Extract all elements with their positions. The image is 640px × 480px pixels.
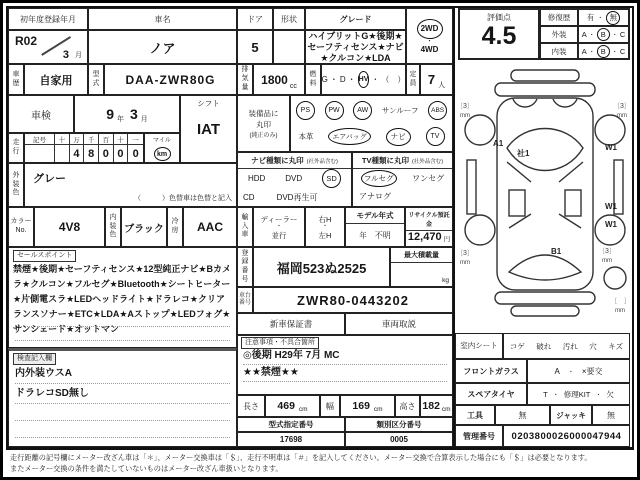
fuel-hv-circled: HV xyxy=(358,71,370,88)
svg-text:mm: mm xyxy=(602,258,612,264)
dotted-rule xyxy=(15,404,230,421)
mileage-col-header: 一 xyxy=(128,134,143,145)
ac-label: 冷房 xyxy=(167,207,183,247)
sales-points-box xyxy=(8,247,237,348)
tire-depth-rl: 〔3〕 xyxy=(456,250,474,257)
seat-item: コゲ xyxy=(509,341,525,351)
model-year-cell: モデル年式 年 不明 xyxy=(345,207,405,247)
repair-history-value: 有 ・ 無 xyxy=(578,8,630,26)
repair-no-circled: 無 xyxy=(606,11,620,25)
mileage-digit: 0 xyxy=(132,147,139,160)
capacity-label: 定員 xyxy=(406,64,420,95)
inspection-value: 9 年 3 月 xyxy=(74,95,180,133)
mileage-label: 走行 xyxy=(8,133,24,163)
model-code-label: 型式 xyxy=(88,64,104,95)
windshield-label: フロントガラス xyxy=(455,359,527,383)
interior-color-value: ブラック xyxy=(121,207,167,247)
exterior-grade-b-circled: B xyxy=(597,28,610,41)
recycle-yen: 円 xyxy=(443,236,451,243)
windshield-value: A ・ ×要交 xyxy=(527,359,630,383)
manual-cell: 車両取説 xyxy=(345,313,453,335)
disclaimer-line: 走行距離の記号欄にメーター改ざん車は「＊」、メーター交換車は「＄」、走行不明車は「＃」を記入してください。メーター交換で合算表示した場合にも「＄」は必要となります。 xyxy=(10,453,592,462)
payload-label: 最大積載量 xyxy=(391,248,452,263)
disclaimer-line: またメーター交換の条件を満たしていないものはメーター改ざん車扱いとなります。 xyxy=(10,464,283,473)
fuel-other: （ ） xyxy=(381,75,406,84)
damage-mark-w1-front: W1 xyxy=(605,143,617,152)
mileage-col-header: 万 xyxy=(70,134,85,145)
interior-grade-value: A ・ B ・ C xyxy=(578,43,630,60)
mileage-grid xyxy=(24,133,144,163)
dotted-rule xyxy=(15,326,230,327)
first-reg-month-unit: 月 xyxy=(75,52,82,59)
width-label: 幅 xyxy=(320,395,340,417)
tire-depth-rr: 〔3〕 xyxy=(598,248,616,255)
shift-value: IAT xyxy=(196,121,221,138)
first-reg-header: 初年度登録年月 xyxy=(8,8,88,30)
type-model-number-label: 型式指定番号 xyxy=(237,417,345,432)
sales-points-tag: セールスポイント xyxy=(13,250,76,262)
navi-type-label: ナビ種類に丸印 xyxy=(251,156,304,165)
exterior-grade-value: A ・ B ・ C xyxy=(578,26,630,43)
seat-item: キズ xyxy=(608,341,624,351)
car-name-header: 車名 xyxy=(88,8,237,30)
repair-history-label: 修復歴 xyxy=(540,8,578,26)
exterior-color-cell xyxy=(24,163,237,207)
navi-type-box: ナビ種類に丸印 (社外品含む) HDD DVD SD CD DVD再生可 xyxy=(237,152,352,207)
mileage-col-header: 十 xyxy=(55,134,70,145)
exterior-color-label: 外装色 xyxy=(8,163,24,207)
fuel-value: G ・ D ・ HV ・ （ ） xyxy=(321,64,406,95)
mileage-col-header: 百 xyxy=(99,134,114,145)
damage-mark-w1-rear: W1 xyxy=(605,220,617,229)
spare-tire xyxy=(604,267,626,289)
model-code-value: DAA-ZWR80G xyxy=(104,64,237,95)
repair-yes: 有 xyxy=(586,13,595,22)
notes-box xyxy=(237,335,453,395)
height-value: 182 cm xyxy=(420,395,453,417)
bottom-divider xyxy=(7,447,633,450)
tv-analog: アナログ xyxy=(359,192,391,202)
equip-navi-circled: ナビ xyxy=(386,128,411,146)
height-label: 高さ xyxy=(395,395,420,417)
navi-sd-circled: SD xyxy=(322,169,341,188)
width-value: 169 cm xyxy=(340,395,395,417)
spare-tire-value: T ・ 修理KIT ・ 欠 xyxy=(527,383,630,405)
mile-unit: マイル xyxy=(153,138,171,144)
evaluation-score: 4.5 xyxy=(481,22,517,50)
drive-type-cell xyxy=(406,8,453,64)
type-class-number-value: 0005 xyxy=(345,432,453,447)
equip-aw-circled: AW xyxy=(353,101,372,120)
seat-condition-label: 室内シート xyxy=(455,333,503,359)
model-year-label: モデル年式 xyxy=(346,208,404,224)
car-damage-diagram xyxy=(455,66,635,332)
color-no-value: 4V8 xyxy=(34,207,105,247)
color-no-label: カラーNo. xyxy=(8,207,34,247)
navi-dvd-play: DVD再生可 xyxy=(276,192,318,202)
damage-mark-sha1: 社1 xyxy=(517,149,530,158)
dotted-rule xyxy=(15,340,230,341)
evaluation-score-label: 評価点 xyxy=(487,13,511,22)
tire-depth-fl: 〔3〕 xyxy=(456,103,474,110)
mileage-digit xyxy=(25,145,55,162)
svg-text:mm: mm xyxy=(460,113,470,119)
equip-leather: 本革 xyxy=(298,132,314,142)
km-unit-circled: km xyxy=(154,147,171,161)
import-label: 輸入車 xyxy=(237,207,253,247)
displacement-value: 1800 cc xyxy=(253,64,305,95)
type-class-number-label: 類別区分番号 xyxy=(345,417,453,432)
interior-grade-label: 内装 xyxy=(540,43,578,60)
svg-text:mm: mm xyxy=(460,260,470,266)
tool-label: 工具 xyxy=(455,405,495,425)
svg-text:mm: mm xyxy=(617,113,627,119)
inspector-notes-tag: 検査記入欄 xyxy=(13,353,56,365)
dotted-rule xyxy=(243,382,447,395)
damage-mark-a1: A1 xyxy=(493,139,504,148)
main-vertical-divider xyxy=(453,8,455,447)
recycle-cell xyxy=(405,207,453,247)
length-label: 長さ xyxy=(237,395,265,417)
disclaimer xyxy=(10,452,634,474)
chassis-number: ZWR80-0443202 xyxy=(253,287,453,313)
shape-value xyxy=(273,30,305,64)
equip-pw-circled: PW xyxy=(325,101,344,120)
tool-value: 無 xyxy=(495,405,550,425)
windshield-replace: ×要交 xyxy=(581,366,603,376)
mileage-col-header: 十 xyxy=(114,134,129,145)
import-handle-cell: 右H ・ 左H xyxy=(305,207,345,247)
capacity-unit: 人 xyxy=(438,82,446,89)
equip-tv-circled: TV xyxy=(426,127,445,146)
equipment-items-cell xyxy=(290,95,453,152)
navi-hdd: HDD xyxy=(247,174,266,183)
management-number-value: 0203800026000047944 xyxy=(503,425,630,447)
car-outline xyxy=(465,70,626,316)
note-line: ★★禁煙★★ xyxy=(243,365,447,382)
use-label: 車歴 xyxy=(8,64,24,95)
tire-depth-fr: 〔3〕 xyxy=(613,103,631,110)
exterior-color-note: （ ）色替車は色替と記入 xyxy=(134,195,232,202)
mileage-digit: 8 xyxy=(84,145,99,162)
seat-item: 汚れ xyxy=(562,341,578,351)
jack-label: ジャッキ xyxy=(550,405,592,425)
navi-dvd: DVD xyxy=(285,174,303,183)
mileage-col-header: 記号 xyxy=(25,134,55,145)
seat-item: 穴 xyxy=(589,341,597,351)
tv-type-box: TV種類に丸印 (社外品含む) フルセグ ワンセグ アナログ xyxy=(352,152,453,207)
inspector-notes-box xyxy=(8,348,237,447)
seat-condition-items xyxy=(503,333,630,359)
mileage-unit-cell xyxy=(144,133,180,163)
mileage-digit: 0 xyxy=(99,145,114,162)
damage-mark-w1-side: W1 xyxy=(605,202,617,211)
import-parallel: 並行 xyxy=(271,230,287,240)
length-value: 469 cm xyxy=(265,395,320,417)
seat-item: 破れ xyxy=(536,341,552,351)
tv-type-label: TV種類に丸印 xyxy=(361,156,409,165)
registration-label: 登録番号 xyxy=(237,247,253,287)
equip-sunroof: サンルーフ xyxy=(381,105,419,115)
type-model-number-value: 17698 xyxy=(237,432,345,447)
fuel-gasoline: G xyxy=(321,75,328,84)
equipment-label-cell: 装備品に 丸印 (純正のみ) xyxy=(237,95,290,152)
dotted-rule xyxy=(15,438,230,447)
warranty-cell: 新車保証書 xyxy=(237,313,345,335)
displacement-unit: cc xyxy=(289,83,297,90)
notes-tag: 注意事項・不具合箇所 xyxy=(241,337,319,349)
capacity-value: 7 人 xyxy=(420,64,453,95)
svg-text:mm: mm xyxy=(615,308,625,314)
payload-unit: kg xyxy=(442,277,449,284)
equip-ps-circled: PS xyxy=(296,101,315,120)
jack-value: 無 xyxy=(592,405,630,425)
door-header: ドア xyxy=(237,8,273,30)
model-year-value: 不明 xyxy=(374,230,391,240)
payload-cell xyxy=(390,247,453,287)
import-left-handle: 左H xyxy=(318,230,332,240)
first-reg-value xyxy=(8,30,88,64)
recycle-amount: 12,470 xyxy=(407,231,442,243)
exterior-color-value: グレー xyxy=(33,173,66,185)
displacement-label: 排気量 xyxy=(237,64,253,95)
grade-header: グレード xyxy=(305,8,406,30)
equip-airbag-circled: エアバッグ xyxy=(328,128,370,145)
shift-label: シフト xyxy=(197,99,220,108)
sales-points-text: 禁煙★後期★セーフティセンス★12型純正ナビ★Bカメラ★クルコン★フルセグ★Bluetooth★シートヒーター★片側電スラ★LEDヘッドライト★ドラレコ★クリアランスソナー★ETC★LDA★Aストップ★LEDフォグ★サンシェード★オットマン xyxy=(13,264,231,334)
navi-cd: CD xyxy=(243,192,255,202)
drive-4wd: 4WD xyxy=(420,44,439,54)
mileage-digit xyxy=(55,145,70,162)
door-value: 5 xyxy=(237,30,273,64)
spare-tire-depth: 〔 〕 xyxy=(610,298,631,305)
mileage-digit: 0 xyxy=(114,145,129,162)
import-right-handle: 右H xyxy=(318,214,332,224)
import-dealer: ディーラー xyxy=(260,214,298,224)
first-reg-month: 3 xyxy=(62,49,69,61)
fuel-label: 燃料 xyxy=(305,64,321,95)
tv-fullseg-circled: フルセグ xyxy=(361,170,397,187)
shift-cell xyxy=(180,95,237,163)
registration-number: 福岡523ぬ2525 xyxy=(253,247,390,287)
note-line: ◎後期 H29年 7月 MC xyxy=(243,348,447,365)
chassis-label: 車台番号 xyxy=(237,287,253,313)
spare-tire-label: スペアタイヤ xyxy=(455,383,527,405)
management-number-label: 管理番号 xyxy=(455,425,503,447)
fuel-diesel: D xyxy=(339,75,346,84)
damage-mark-b1: B1 xyxy=(551,247,562,256)
ac-value: AAC xyxy=(183,207,237,247)
equip-abs-circled: ABS xyxy=(428,101,447,120)
use-value: 自家用 xyxy=(24,64,88,95)
inspector-note-line: 内外装ウスA xyxy=(15,364,230,384)
mileage-digit: 4 xyxy=(70,145,85,162)
interior-color-label: 内装色 xyxy=(105,207,121,247)
inspector-note-line: ドラレコSD無し xyxy=(15,384,230,404)
drive-separator: ・ xyxy=(426,37,433,45)
evaluation-score-cell xyxy=(458,8,540,60)
recycle-label: リサイクル預託金 xyxy=(406,208,452,231)
interior-grade-b-circled: B xyxy=(597,45,610,58)
dotted-rule xyxy=(15,421,230,438)
tv-oneseg: ワンセグ xyxy=(412,173,445,183)
first-reg-year: R02 xyxy=(15,34,38,48)
mileage-col-header: 千 xyxy=(84,134,99,145)
car-name-value: ノア xyxy=(88,30,237,64)
exterior-grade-label: 外装 xyxy=(540,26,578,43)
grade-value: ハイブリットG★後期★セーフティセンス★ナビ★クルコン★LDA xyxy=(305,30,406,64)
inspection-label: 車検 xyxy=(8,95,74,133)
shape-header: 形状 xyxy=(273,8,305,30)
import-dealer-cell: ディーラー ・ 並行 xyxy=(253,207,305,247)
drive-2wd-circled: 2WD xyxy=(417,19,443,39)
